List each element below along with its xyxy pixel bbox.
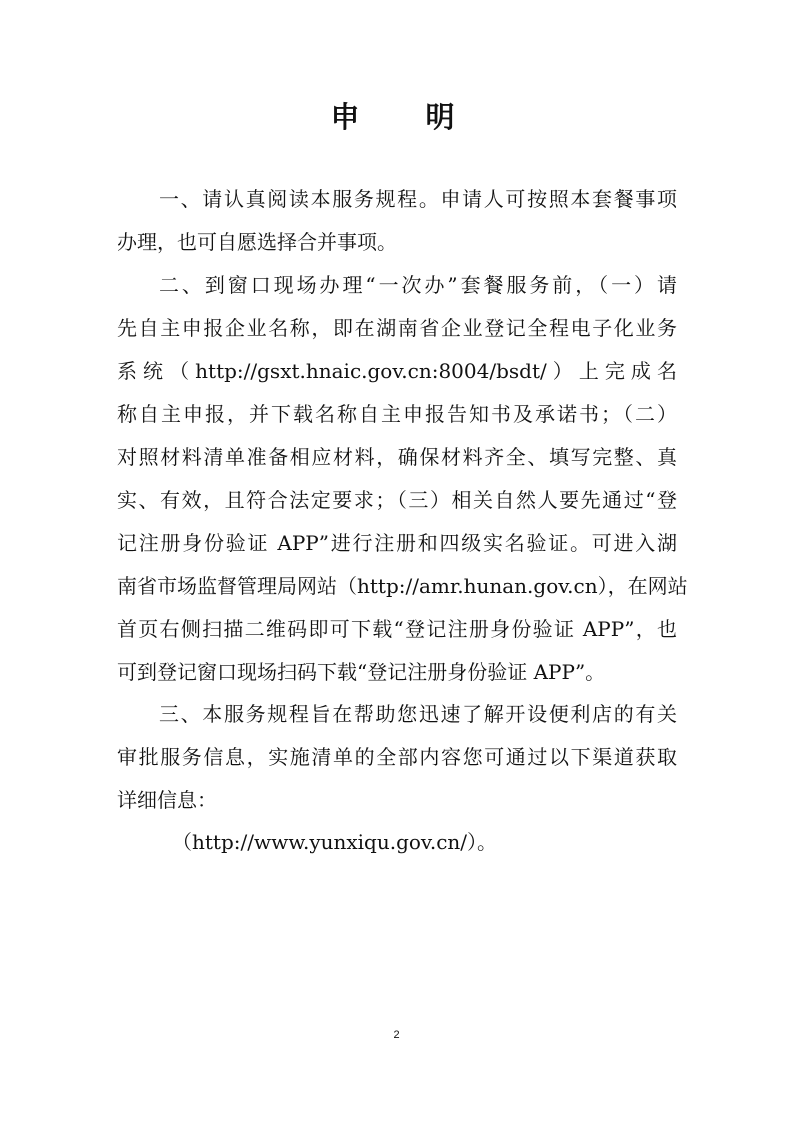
- page-title: 申 明: [330, 100, 483, 134]
- website-url: （http://www.yunxiqu.gov.cn/）。: [172, 830, 498, 854]
- paragraph-1-line-1: 一、请认真阅读本服务规程。申请人可按照本套餐事项: [159, 187, 677, 211]
- paragraph-3-line-1: 三、本服务规程旨在帮助您迅速了解开设便利店的有关: [159, 702, 677, 726]
- paragraph-3-line-2: 审批服务信息，实施清单的全部内容您可通过以下渠道获取: [117, 745, 677, 769]
- paragraph-2-line-5: 对照材料清单准备相应材料，确保材料齐全、填写完整、真: [117, 445, 677, 469]
- paragraph-2-line-8: 南省市场监督管理局网站（http://amr.hunan.gov.cn），在网站: [117, 574, 688, 598]
- paragraph-2-line-2: 先自主申报企业名称，即在湖南省企业登记全程电子化业务: [117, 316, 677, 340]
- paragraph-3-line-3: 详细信息：: [117, 788, 217, 812]
- paragraph-1-line-2: 办理，也可自愿选择合并事项。: [117, 230, 397, 254]
- paragraph-2-line-9: 首页右侧扫描二维码即可下载“登记注册身份验证 APP”，也: [117, 617, 677, 641]
- paragraph-2-line-4: 称自主申报，并下载名称自主申报告知书及承诺书；（二）: [117, 402, 677, 426]
- paragraph-2-line-10: 可到登记窗口现场扫码下载“登记注册身份验证 APP”。: [117, 660, 606, 684]
- paragraph-2-line-6: 实、有效，且符合法定要求；（三）相关自然人要先通过“登: [117, 488, 677, 512]
- page-number: 2: [393, 1029, 400, 1041]
- paragraph-2-line-1: 二、到窗口现场办理“一次办”套餐服务前，（一）请: [159, 273, 677, 297]
- paragraph-2-line-3: 系统（http://gsxt.hnaic.gov.cn:8004/bsdt/）上完成名: [117, 359, 677, 383]
- paragraph-2-line-7: 记注册身份验证 APP”进行注册和四级实名验证。可进入湖: [117, 531, 677, 555]
